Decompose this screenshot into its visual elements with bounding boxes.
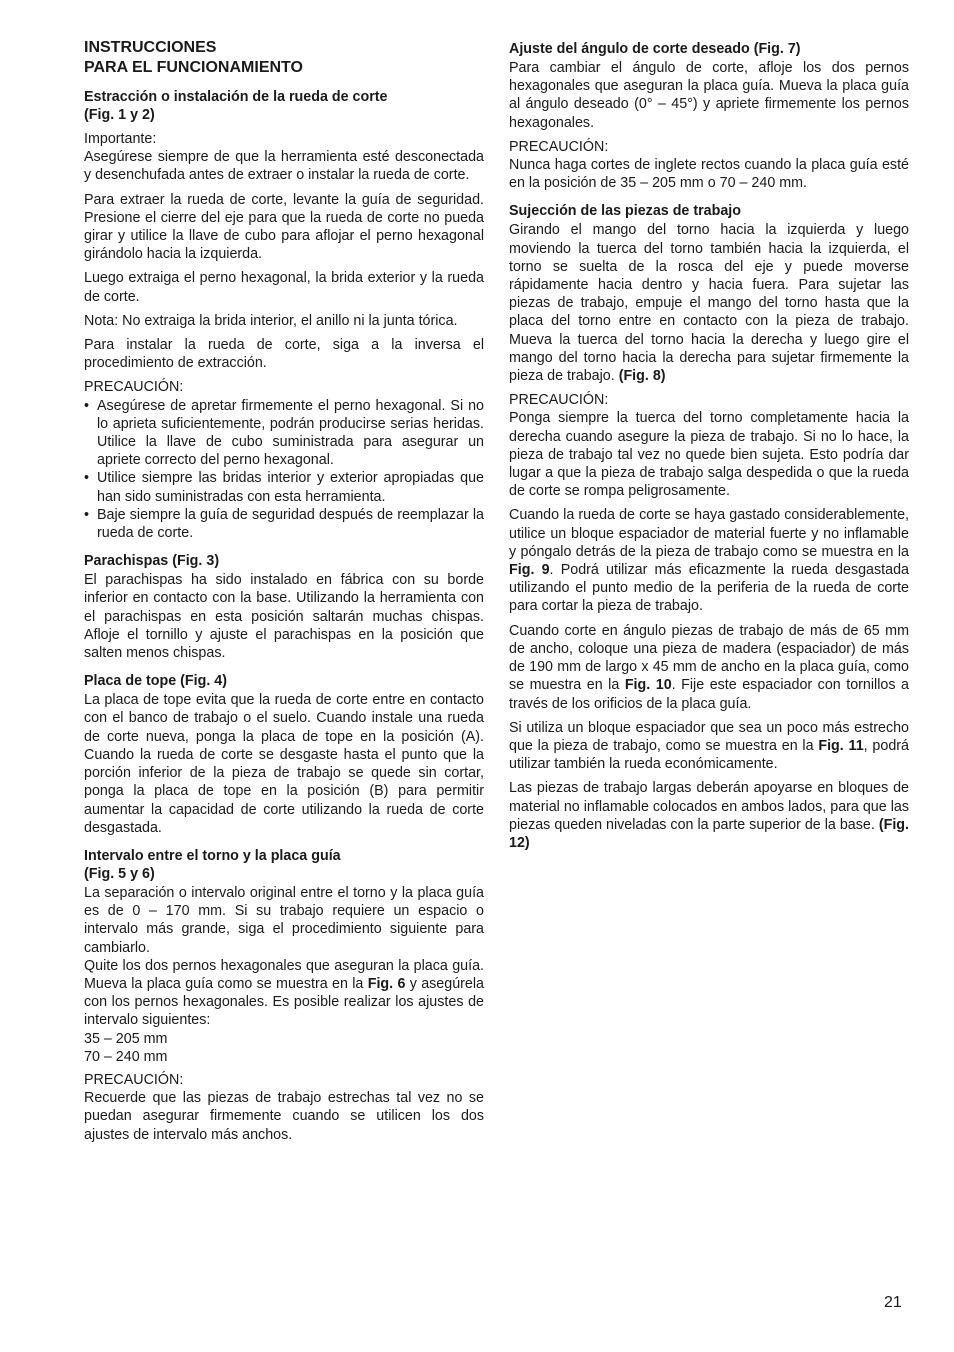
securing-paragraph-2: Cuando la rueda de corte se haya gastado considerablemente, utilice un bloque espaciador de material fuerte y no inflamable y póngalo detrás de la pieza de trabajo como se muestra en la Fig. 9. Podrá utilizar más eficazmente la rueda desgastada utilizando el punto medio de la periferia de la rueda de corte para cortar la pieza de trabajo.: [509, 507, 909, 615]
securing-caution-text: Ponga siempre la tuerca del torno completamente hacia la derecha cuando asegure la pieza de trabajo. Si no lo hace, la pieza de trabajo tal vez no quede bien sujeta. Esto podría dar lugar a que la pieza de trabajo salga despedida o que la rueda de corte se rompa peligrosamente.: [509, 410, 909, 500]
interval-range-2: 70 – 240 mm: [84, 1048, 168, 1065]
securing-paragraph-1: Girando el mango del torno hacia la izquierda y luego moviendo la tuerca del torno también hacia la izquierda, el torno se suelta de la rosca del eje y puede moverse rápidamente hacia dentro y hacia fuera. Para sujetar las piezas de trabajo, empuje el mango del torno hasta que la placa del torno entre en contacto con la pieza de trabajo. Mueva la tuerca del torno hacia la derecha y luego gire el mango del torno hacia la derecha para sujetar firmemente la pieza de trabajo. (Fig. 8): [509, 222, 909, 385]
section-title: [84, 38, 484, 78]
important-text: Asegúrese siempre de que la herramienta esté desconectada y desenchufada antes de extraer o instalar la rueda de corte.: [84, 149, 484, 184]
caution-label: PRECAUCIÓN:: [84, 1071, 184, 1088]
securing-paragraph-5: Las piezas de trabajo largas deberán apoyarse en bloques de material no inflamable colocados en ambos lados, para que las piezas queden niveladas con la parte superior de la base. (Fig. 12): [509, 780, 909, 851]
right-column: [509, 38, 909, 858]
page-number: 21: [884, 1294, 902, 1311]
wheel-removal-note: Nota: No extraiga la brida interior, el anillo ni la junta tórica.: [84, 312, 458, 329]
caution-label: PRECAUCIÓN:: [509, 392, 609, 409]
caution-label: PRECAUCIÓN:: [84, 379, 184, 396]
stopper-plate-paragraph: La placa de tope evita que la rueda de corte entre en contacto con el banco de trabajo o el suelo. Cuando instale una rueda de corte nueva, ponga la placa de tope en la posición (A). Cuando la rueda de corte se desgaste hasta el punto que la porción inferior de la pieza de trabajo se quede sin cortar, ponga la placa de tope en la posición (B) para permitir aumentar la capacidad de corte utilizando la rueda de corte desgastada.: [84, 692, 484, 836]
heading-vise-interval-line-1: Intervalo entre el torno y la placa guía: [84, 847, 341, 864]
wheel-removal-paragraph-2: Luego extraiga el perno hexagonal, la brida exterior y la rueda de corte.: [84, 270, 484, 305]
cutting-angle-caution-text: Nunca haga cortes de inglete rectos cuando la placa guía esté en la posición de 35 – 205 mm o 70 – 240 mm.: [509, 157, 909, 192]
fig-reference: (Fig. 8): [618, 368, 666, 385]
heading-wheel-removal: [84, 88, 484, 124]
caution-bullet: • Asegúrese de apretar firmemente el perno hexagonal. Si no lo aprieta suficientemente, podrán producirse serias heridas. Utilice la llave de cubo suministrada para asegurar un apriete correcto del perno hexagonal.: [84, 397, 484, 470]
heading-wheel-removal-line-1: Estracción o instalación de la rueda de corte: [84, 89, 388, 105]
heading-securing-workpieces: Sujección de las piezas de trabajo: [509, 203, 742, 220]
section-title-line-1: INSTRUCCIONES: [84, 39, 217, 56]
heading-vise-interval: [84, 847, 484, 883]
spark-guard-paragraph: El parachispas ha sido instalado en fábrica con su borde inferior en contacto con la base. Utilizando la herramienta con el parachispas en esta posición saltarán muchas chispas. Afloje el tornillo y ajuste el parachispas en la posición que salten menos chispas.: [84, 572, 484, 662]
heading-stopper-plate: Placa de tope (Fig. 4): [84, 673, 227, 690]
fig-reference: Fig. 10: [624, 677, 672, 694]
securing-paragraph-4: Si utiliza un bloque espaciador que sea un poco más estrecho que la pieza de trabajo, como se muestra en la Fig. 11, podrá utilizar también la rueda económicamente.: [509, 719, 909, 773]
vise-interval-paragraph-1: La separación o intervalo original entre el torno y la placa guía es de 0 – 170 mm. Si su trabajo requiere un espacio o intervalo más grande, siga el procedimiento siguiente para cambiarlo.: [84, 884, 484, 956]
caution-bullet: • Utilice siempre las bridas interior y exterior apropiadas que han sido suministradas con esta herramienta.: [84, 469, 484, 505]
heading-wheel-removal-line-2: (Fig. 1 y 2): [84, 107, 155, 123]
interval-range-1: 35 – 205 mm: [84, 1030, 168, 1047]
cutting-angle-paragraph: Para cambiar el ángulo de corte, afloje los dos pernos hexagonales que aseguran la placa guía. Mueva la placa guía al ángulo deseado (0° – 45°) y apriete firmemente los pernos hexagonales.: [509, 60, 909, 131]
section-title-line-2: PARA EL FUNCIONAMIENTO: [84, 59, 303, 76]
heading-cutting-angle: Ajuste del ángulo de corte deseado (Fig. 7): [509, 41, 801, 57]
caution-label: PRECAUCIÓN:: [509, 138, 609, 155]
wheel-install-paragraph: Para instalar la rueda de corte, siga a la inversa el procedimiento de extracción.: [84, 337, 484, 372]
heading-vise-interval-line-2: (Fig. 5 y 6): [84, 865, 155, 882]
caution-list: [84, 397, 484, 543]
left-column: [84, 38, 484, 1150]
fig-reference: Fig. 6: [367, 975, 406, 992]
fig-reference: (Fig. 12): [509, 816, 909, 851]
fig-reference: Fig. 11: [818, 737, 864, 754]
caution-bullet: • Baje siempre la guía de seguridad después de reemplazar la rueda de corte.: [84, 506, 484, 542]
wheel-removal-paragraph-1: Para extraer la rueda de corte, levante la guía de seguridad. Presione el cierre del eje para que la rueda de corte no pueda girar y utilice la llave de cubo para aflojar el perno hexagonal girándolo hacia la izquierda.: [84, 191, 484, 263]
heading-spark-guard: Parachispas (Fig. 3): [84, 553, 220, 570]
fig-reference: Fig. 9: [509, 562, 550, 579]
vise-interval-caution-text: Recuerde que las piezas de trabajo estrechas tal vez no se puedan asegurar firmemente cuando se utilicen los dos ajustes de intervalo más anchos.: [84, 1090, 484, 1143]
vise-interval-paragraph-2: Quite los dos pernos hexagonales que aseguran la placa guía. Mueva la placa guía como se muestra en la Fig. 6 y asegúrela con los pernos hexagonales. Es posible realizar los ajustes de intervalo siguientes:: [84, 957, 484, 1029]
securing-paragraph-3: Cuando corte en ángulo piezas de trabajo de más de 65 mm de ancho, coloque una pieza de madera (espaciador) de más de 190 mm de largo x 45 mm de ancho en la placa guía, como se muestra en la Fig. 10. Fije este espaciador con tornillos a través de los orificios de la placa guía.: [509, 622, 909, 712]
important-label: Importante:: [84, 131, 157, 147]
